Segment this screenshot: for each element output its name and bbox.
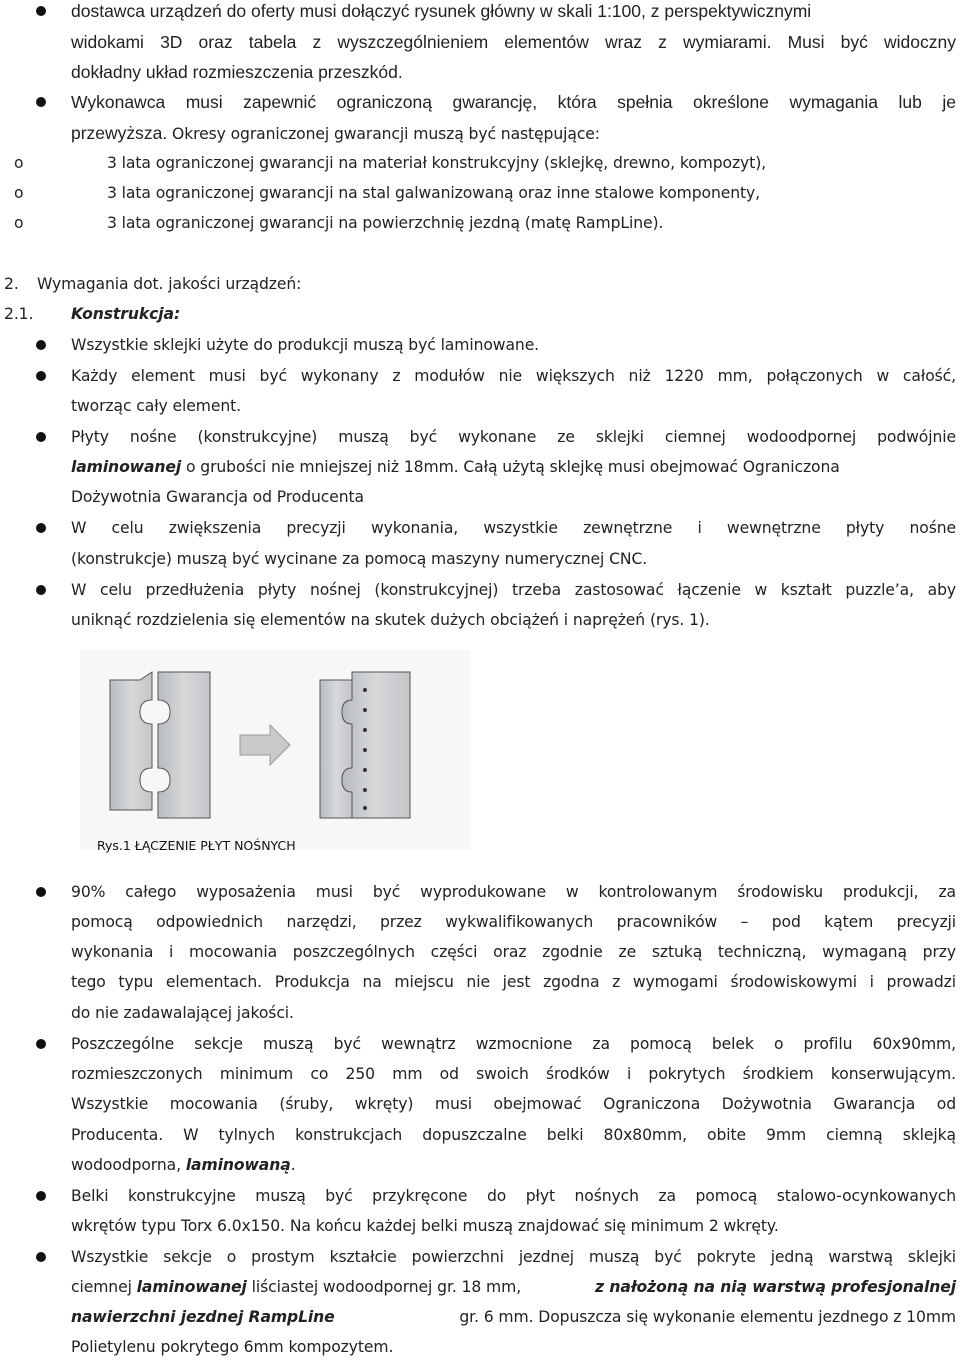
- text-line: wkrętów typu Torx 6.0x150. Na końcu każdej belki muszą znajdować się minimum 2 wkręty.: [71, 1217, 779, 1235]
- text-line: 90% całego wyposażenia musi być wyprodukowane w kontrolowanym środowisku produkcji, za: [71, 883, 956, 901]
- bullet-dot: [36, 97, 46, 107]
- text-line: dokładny układ rozmieszczenia przeszkód.: [71, 62, 403, 82]
- text-line: Producenta. W tylnych konstrukcjach dopuszczalne belki 80x80mm, obite 9mm ciemną sklejką: [71, 1126, 956, 1144]
- text-line: [71, 1154, 296, 1176]
- text-span: nawierzchni jezdnej RampLine: [71, 1308, 335, 1326]
- text-line: [71, 1276, 956, 1298]
- sub-bullet-text: 3 lata ograniczonej gwarancji na stal galwanizowaną oraz inne stalowe komponenty,: [107, 184, 761, 202]
- text-line: W celu zwiększenia precyzji wykonania, wszystkie zewnętrzne i wewnętrzne płyty nośne: [71, 519, 956, 537]
- plate-right-b: [342, 672, 410, 818]
- plate-left-a: [110, 672, 152, 810]
- text-line: Każdy element musi być wykonany z modułów nie większych niż 1220 mm, połączonych w całość,: [71, 367, 956, 385]
- text-line: Polietylenu pokrytego 6mm kompozytem.: [71, 1338, 394, 1356]
- sub-bullet-marker: o: [14, 154, 24, 172]
- text-span: dostawca urządzeń do oferty musi dołączyć rysunek główny w skali 1:100, z perspektywicznymi: [71, 1, 812, 21]
- arrow-icon: [240, 725, 290, 765]
- text-span: wodoodporna,: [71, 1156, 186, 1174]
- text-line: wykonania i mocowania poszczególnych części oraz zgodnie ze sztuką techniczną, wymaganą przy: [71, 943, 956, 961]
- sub-bullet-marker: o: [14, 184, 24, 202]
- text-line: Poszczególne sekcje muszą być wewnątrz wzmocnione za pomocą belek o profilu 60x90mm,: [71, 1035, 956, 1053]
- bullet-dot: [36, 1252, 46, 1262]
- text-line: uniknąć rozdzielenia się elementów na skutek dużych obciążeń i naprężeń (rys. 1).: [71, 611, 710, 629]
- bullet-dot: [36, 340, 46, 350]
- text-span: przewyższa.: [71, 123, 168, 143]
- bullet-dot: [36, 1191, 46, 1201]
- text-line: Dożywotnia Gwarancja od Producenta: [71, 488, 364, 506]
- text-line: do nie zadawalającej jakości.: [71, 1004, 294, 1022]
- text-line: Wszystkie sekcje o prostym kształcie powierzchni jezdnej muszą być pokryte jedną warstwą sklejki: [71, 1248, 956, 1266]
- text-line: [71, 122, 600, 145]
- sub-bullet-text: 3 lata ograniczonej gwarancji na materiał konstrukcyjny (sklejkę, drewno, kompozyt),: [107, 154, 767, 172]
- text-line: Płyty nośne (konstrukcyjne) muszą być wykonane ze sklejki ciemnej wodoodpornej podwójnie: [71, 428, 956, 446]
- text-line: (konstrukcje) muszą być wycinane za pomocą maszyny numerycznej CNC.: [71, 550, 648, 568]
- text-span: Okresy ograniczonej gwarancji muszą być następujące:: [172, 125, 600, 143]
- text-line: tego typu elementach. Produkcja na miejscu nie jest zgodna z wymogami środowiskowymi i prowadzi: [71, 973, 956, 991]
- subsection-title: Konstrukcja:: [71, 305, 181, 323]
- bullet-dot: [36, 523, 46, 533]
- text-span: gr. 6 mm. Dopuszcza się wykonanie elementu jezdnego z 10mm: [459, 1308, 956, 1326]
- plate-left-b: [158, 672, 210, 818]
- sub-bullet-marker: o: [14, 214, 24, 232]
- text-span: laminowaną: [185, 1156, 291, 1174]
- bullet-dot: [36, 1039, 46, 1049]
- text-span: liściastej wodoodpornej gr. 18 mm,: [246, 1278, 522, 1296]
- bullet-dot: [36, 585, 46, 595]
- text-line: W celu przedłużenia płyty nośnej (konstrukcyjnej) trzeba zastosować łączenie w kształt puzzle’a, aby: [71, 581, 956, 599]
- text-line: [71, 456, 840, 478]
- text-line: tworząc cały element.: [71, 397, 241, 415]
- subsection-number: 2.1.: [4, 305, 34, 323]
- section-title: Wymagania dot. jakości urządzeń:: [37, 275, 302, 293]
- text-line: widokami 3D oraz tabela z wyszczególnieniem elementów wraz z wymiarami. Musi być widoczny: [71, 32, 956, 52]
- text-span: ciemnej: [71, 1278, 137, 1296]
- text-line: pomocą odpowiednich narzędzi, przez wykwalifikowanych pracowników – pod kątem precyzji: [71, 913, 956, 931]
- text-span: z nałożoną na nią warstwą profesjonalnej: [595, 1278, 956, 1296]
- text-line: Wszystkie mocowania (śruby, wkręty) musi obejmować Ograniczona Dożywotnia Gwarancja od: [71, 1095, 956, 1113]
- text-span: [71, 1276, 521, 1298]
- text-span: .: [290, 1156, 296, 1174]
- bullet-dot: [36, 371, 46, 381]
- text-line: [71, 0, 956, 22]
- text-span: laminowanej: [136, 1278, 247, 1296]
- text-span: laminowanej: [71, 458, 182, 476]
- text-line: [71, 1306, 956, 1328]
- text-line: Wszystkie sklejki użyte do produkcji muszą być laminowane.: [71, 336, 540, 354]
- bullet-dot: [36, 6, 46, 16]
- bullet-dot: [36, 887, 46, 897]
- bullet-dot: [36, 432, 46, 442]
- section-number: 2.: [4, 275, 19, 293]
- puzzle-joint-diagram: [80, 650, 470, 840]
- text-line: Belki konstrukcyjne muszą być przykręcone do płyt nośnych za pomocą stalowo-ocynkowanych: [71, 1187, 956, 1205]
- sub-bullet-text: 3 lata ograniczonej gwarancji na powierzchnię jezdną (matę RampLine).: [107, 214, 664, 232]
- text-span: o grubości nie mniejszej niż 18mm. Całą użytą sklejkę musi obejmować Ograniczona: [181, 458, 840, 476]
- text-line: rozmieszczonych minimum co 250 mm od swoich środków i pokrytych środkiem konserwującym.: [71, 1065, 956, 1083]
- puzzle-joint-figure: [80, 650, 470, 850]
- figure-caption: Rys.1 ŁĄCZENIE PŁYT NOŚNYCH: [97, 838, 296, 853]
- text-line: Wykonawca musi zapewnić ograniczoną gwarancję, która spełnia określone wymagania lub je: [71, 92, 956, 112]
